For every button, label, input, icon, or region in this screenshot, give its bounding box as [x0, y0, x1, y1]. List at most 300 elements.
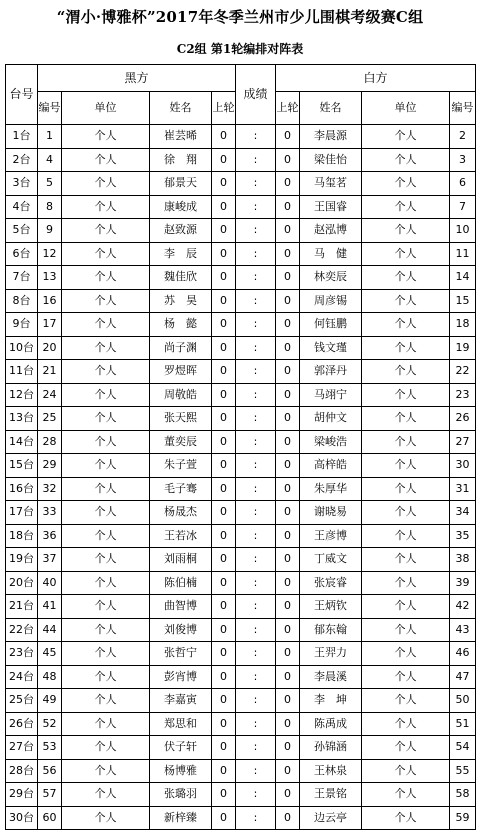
white-prev-round-cell: 0	[276, 195, 300, 219]
white-unit-cell: 个人	[362, 242, 450, 266]
black-unit-cell: 个人	[62, 336, 150, 360]
black-name-cell: 毛子骞	[150, 477, 212, 501]
table-row	[6, 548, 476, 572]
white-name-cell: 林奕辰	[300, 266, 362, 290]
white-name-cell: 孙锦涵	[300, 736, 362, 760]
black-name-cell: 苏 昊	[150, 289, 212, 313]
table-row	[6, 783, 476, 807]
white-number-cell: 18	[450, 313, 476, 337]
black-prev-round-cell: 0	[212, 501, 236, 525]
header-board: 台号	[6, 65, 38, 125]
black-number-cell: 49	[38, 689, 62, 713]
white-prev-round-cell: 0	[276, 736, 300, 760]
white-name-cell: 陈禹成	[300, 712, 362, 736]
board-cell: 25台	[6, 689, 38, 713]
white-number-cell: 47	[450, 665, 476, 689]
white-number-cell: 19	[450, 336, 476, 360]
white-number-cell: 59	[450, 806, 476, 830]
white-name-cell: 李 坤	[300, 689, 362, 713]
result-cell: :	[236, 618, 276, 642]
white-name-cell: 马 健	[300, 242, 362, 266]
white-name-cell: 朱厚华	[300, 477, 362, 501]
black-number-cell: 8	[38, 195, 62, 219]
result-cell: :	[236, 289, 276, 313]
white-prev-round-cell: 0	[276, 595, 300, 619]
white-name-cell: 王羿力	[300, 642, 362, 666]
black-number-cell: 21	[38, 360, 62, 384]
white-unit-cell: 个人	[362, 313, 450, 337]
white-unit-cell: 个人	[362, 689, 450, 713]
board-cell: 15台	[6, 454, 38, 478]
white-prev-round-cell: 0	[276, 548, 300, 572]
white-name-cell: 丁威文	[300, 548, 362, 572]
white-unit-cell: 个人	[362, 618, 450, 642]
black-prev-round-cell: 0	[212, 524, 236, 548]
white-number-cell: 14	[450, 266, 476, 290]
white-unit-cell: 个人	[362, 501, 450, 525]
white-number-cell: 23	[450, 383, 476, 407]
table-row	[6, 195, 476, 219]
board-cell: 10台	[6, 336, 38, 360]
black-unit-cell: 个人	[62, 454, 150, 478]
black-name-cell: 杨博雅	[150, 759, 212, 783]
white-prev-round-cell: 0	[276, 313, 300, 337]
white-number-cell: 42	[450, 595, 476, 619]
black-name-cell: 张哲宁	[150, 642, 212, 666]
result-cell: :	[236, 242, 276, 266]
board-cell: 8台	[6, 289, 38, 313]
white-unit-cell: 个人	[362, 571, 450, 595]
black-name-cell: 崔芸晞	[150, 125, 212, 149]
white-prev-round-cell: 0	[276, 172, 300, 196]
result-cell: :	[236, 548, 276, 572]
white-prev-round-cell: 0	[276, 242, 300, 266]
white-number-cell: 11	[450, 242, 476, 266]
black-unit-cell: 个人	[62, 289, 150, 313]
black-unit-cell: 个人	[62, 195, 150, 219]
result-cell: :	[236, 454, 276, 478]
table-row	[6, 712, 476, 736]
table-row	[6, 524, 476, 548]
black-unit-cell: 个人	[62, 360, 150, 384]
board-cell: 26台	[6, 712, 38, 736]
black-number-cell: 41	[38, 595, 62, 619]
black-prev-round-cell: 0	[212, 712, 236, 736]
black-number-cell: 25	[38, 407, 62, 431]
table-row	[6, 289, 476, 313]
result-cell: :	[236, 759, 276, 783]
black-name-cell: 尚子渊	[150, 336, 212, 360]
white-number-cell: 54	[450, 736, 476, 760]
header-row-1	[6, 65, 476, 92]
white-prev-round-cell: 0	[276, 759, 300, 783]
board-cell: 14台	[6, 430, 38, 454]
board-cell: 20台	[6, 571, 38, 595]
white-number-cell: 58	[450, 783, 476, 807]
white-unit-cell: 个人	[362, 712, 450, 736]
pairing-table	[5, 64, 476, 830]
white-name-cell: 边云亭	[300, 806, 362, 830]
black-name-cell: 李 辰	[150, 242, 212, 266]
black-name-cell: 杨 懿	[150, 313, 212, 337]
black-unit-cell: 个人	[62, 548, 150, 572]
black-name-cell: 罗煜晖	[150, 360, 212, 384]
table-row	[6, 642, 476, 666]
black-unit-cell: 个人	[62, 665, 150, 689]
black-prev-round-cell: 0	[212, 689, 236, 713]
white-prev-round-cell: 0	[276, 430, 300, 454]
black-unit-cell: 个人	[62, 219, 150, 243]
result-cell: :	[236, 783, 276, 807]
board-cell: 3台	[6, 172, 38, 196]
black-name-cell: 张璐羽	[150, 783, 212, 807]
document-title: “渭小·博雅杯”2017年冬季兰州市少儿围棋考级赛C组	[56, 8, 424, 26]
black-name-cell: 刘雨桐	[150, 548, 212, 572]
black-prev-round-cell: 0	[212, 195, 236, 219]
result-cell: :	[236, 524, 276, 548]
header-black-number: 编号	[38, 92, 62, 125]
header-white-unit: 单位	[362, 92, 450, 125]
board-cell: 21台	[6, 595, 38, 619]
white-prev-round-cell: 0	[276, 665, 300, 689]
board-cell: 30台	[6, 806, 38, 830]
black-unit-cell: 个人	[62, 689, 150, 713]
black-name-cell: 陈伯楠	[150, 571, 212, 595]
table-row	[6, 618, 476, 642]
black-unit-cell: 个人	[62, 806, 150, 830]
document-subtitle: C2组 第1轮编排对阵表	[176, 42, 304, 56]
black-number-cell: 28	[38, 430, 62, 454]
white-number-cell: 55	[450, 759, 476, 783]
black-name-cell: 朱子萱	[150, 454, 212, 478]
black-unit-cell: 个人	[62, 430, 150, 454]
black-prev-round-cell: 0	[212, 759, 236, 783]
white-prev-round-cell: 0	[276, 125, 300, 149]
black-unit-cell: 个人	[62, 595, 150, 619]
header-white-number: 编号	[450, 92, 476, 125]
board-cell: 22台	[6, 618, 38, 642]
black-number-cell: 17	[38, 313, 62, 337]
result-cell: :	[236, 148, 276, 172]
result-cell: :	[236, 195, 276, 219]
board-cell: 4台	[6, 195, 38, 219]
white-name-cell: 李晨溪	[300, 665, 362, 689]
table-row	[6, 383, 476, 407]
black-prev-round-cell: 0	[212, 806, 236, 830]
white-prev-round-cell: 0	[276, 407, 300, 431]
black-unit-cell: 个人	[62, 148, 150, 172]
white-name-cell: 马玺茗	[300, 172, 362, 196]
board-cell: 13台	[6, 407, 38, 431]
result-cell: :	[236, 383, 276, 407]
black-prev-round-cell: 0	[212, 548, 236, 572]
black-prev-round-cell: 0	[212, 665, 236, 689]
result-cell: :	[236, 313, 276, 337]
table-row	[6, 595, 476, 619]
black-prev-round-cell: 0	[212, 313, 236, 337]
black-name-cell: 王若冰	[150, 524, 212, 548]
black-unit-cell: 个人	[62, 736, 150, 760]
white-name-cell: 王炳钦	[300, 595, 362, 619]
white-name-cell: 张宸睿	[300, 571, 362, 595]
white-name-cell: 高梓皓	[300, 454, 362, 478]
black-name-cell: 周敬皓	[150, 383, 212, 407]
black-unit-cell: 个人	[62, 125, 150, 149]
white-prev-round-cell: 0	[276, 148, 300, 172]
white-unit-cell: 个人	[362, 642, 450, 666]
result-cell: :	[236, 689, 276, 713]
black-number-cell: 20	[38, 336, 62, 360]
black-number-cell: 57	[38, 783, 62, 807]
white-unit-cell: 个人	[362, 783, 450, 807]
white-name-cell: 谢晓易	[300, 501, 362, 525]
board-cell: 24台	[6, 665, 38, 689]
result-cell: :	[236, 736, 276, 760]
board-cell: 7台	[6, 266, 38, 290]
black-number-cell: 56	[38, 759, 62, 783]
black-prev-round-cell: 0	[212, 618, 236, 642]
black-number-cell: 12	[38, 242, 62, 266]
board-cell: 27台	[6, 736, 38, 760]
black-name-cell: 刘俊博	[150, 618, 212, 642]
black-name-cell: 徐 翔	[150, 148, 212, 172]
header-black: 黑方	[38, 65, 236, 92]
board-cell: 29台	[6, 783, 38, 807]
white-name-cell: 王景铭	[300, 783, 362, 807]
black-number-cell: 1	[38, 125, 62, 149]
white-prev-round-cell: 0	[276, 219, 300, 243]
board-cell: 28台	[6, 759, 38, 783]
result-cell: :	[236, 477, 276, 501]
white-prev-round-cell: 0	[276, 642, 300, 666]
white-prev-round-cell: 0	[276, 618, 300, 642]
board-cell: 11台	[6, 360, 38, 384]
white-name-cell: 赵泓博	[300, 219, 362, 243]
white-unit-cell: 个人	[362, 454, 450, 478]
white-number-cell: 46	[450, 642, 476, 666]
white-number-cell: 38	[450, 548, 476, 572]
white-number-cell: 2	[450, 125, 476, 149]
white-name-cell: 何钰鹏	[300, 313, 362, 337]
black-prev-round-cell: 0	[212, 383, 236, 407]
black-unit-cell: 个人	[62, 618, 150, 642]
black-unit-cell: 个人	[62, 759, 150, 783]
result-cell: :	[236, 336, 276, 360]
white-prev-round-cell: 0	[276, 689, 300, 713]
white-prev-round-cell: 0	[276, 383, 300, 407]
black-number-cell: 53	[38, 736, 62, 760]
black-number-cell: 13	[38, 266, 62, 290]
black-name-cell: 李嘉寅	[150, 689, 212, 713]
white-prev-round-cell: 0	[276, 783, 300, 807]
board-cell: 6台	[6, 242, 38, 266]
white-prev-round-cell: 0	[276, 336, 300, 360]
black-unit-cell: 个人	[62, 407, 150, 431]
result-cell: :	[236, 407, 276, 431]
header-white: 白方	[276, 65, 476, 92]
white-unit-cell: 个人	[362, 360, 450, 384]
header-white-name: 姓名	[300, 92, 362, 125]
white-prev-round-cell: 0	[276, 806, 300, 830]
white-prev-round-cell: 0	[276, 501, 300, 525]
table-row	[6, 360, 476, 384]
black-unit-cell: 个人	[62, 524, 150, 548]
header-result: 成绩	[236, 65, 276, 125]
black-name-cell: 郑思和	[150, 712, 212, 736]
black-prev-round-cell: 0	[212, 477, 236, 501]
result-cell: :	[236, 665, 276, 689]
white-number-cell: 34	[450, 501, 476, 525]
white-unit-cell: 个人	[362, 665, 450, 689]
white-prev-round-cell: 0	[276, 571, 300, 595]
black-prev-round-cell: 0	[212, 125, 236, 149]
table-row	[6, 571, 476, 595]
white-number-cell: 27	[450, 430, 476, 454]
black-name-cell: 新梓臻	[150, 806, 212, 830]
table-row	[6, 148, 476, 172]
black-unit-cell: 个人	[62, 783, 150, 807]
header-black-prev-round: 上轮	[212, 92, 236, 125]
white-name-cell: 郁东翰	[300, 618, 362, 642]
black-prev-round-cell: 0	[212, 242, 236, 266]
black-unit-cell: 个人	[62, 383, 150, 407]
result-cell: :	[236, 266, 276, 290]
black-name-cell: 董奕辰	[150, 430, 212, 454]
white-unit-cell: 个人	[362, 266, 450, 290]
black-prev-round-cell: 0	[212, 289, 236, 313]
black-unit-cell: 个人	[62, 313, 150, 337]
white-number-cell: 6	[450, 172, 476, 196]
table-row	[6, 736, 476, 760]
board-cell: 1台	[6, 125, 38, 149]
black-prev-round-cell: 0	[212, 642, 236, 666]
black-name-cell: 康峻成	[150, 195, 212, 219]
board-cell: 18台	[6, 524, 38, 548]
white-prev-round-cell: 0	[276, 477, 300, 501]
black-unit-cell: 个人	[62, 477, 150, 501]
table-row	[6, 665, 476, 689]
table-row	[6, 266, 476, 290]
result-cell: :	[236, 501, 276, 525]
black-unit-cell: 个人	[62, 242, 150, 266]
white-name-cell: 王彦博	[300, 524, 362, 548]
white-name-cell: 王国睿	[300, 195, 362, 219]
result-cell: :	[236, 172, 276, 196]
black-number-cell: 29	[38, 454, 62, 478]
black-prev-round-cell: 0	[212, 595, 236, 619]
black-prev-round-cell: 0	[212, 430, 236, 454]
white-number-cell: 30	[450, 454, 476, 478]
white-unit-cell: 个人	[362, 759, 450, 783]
white-unit-cell: 个人	[362, 477, 450, 501]
result-cell: :	[236, 642, 276, 666]
black-number-cell: 40	[38, 571, 62, 595]
table-row	[6, 219, 476, 243]
black-number-cell: 36	[38, 524, 62, 548]
table-row	[6, 430, 476, 454]
table-row	[6, 313, 476, 337]
table-row	[6, 501, 476, 525]
table-row	[6, 806, 476, 830]
result-cell: :	[236, 712, 276, 736]
white-number-cell: 22	[450, 360, 476, 384]
white-number-cell: 50	[450, 689, 476, 713]
white-unit-cell: 个人	[362, 736, 450, 760]
table-row	[6, 407, 476, 431]
black-prev-round-cell: 0	[212, 266, 236, 290]
black-unit-cell: 个人	[62, 501, 150, 525]
white-prev-round-cell: 0	[276, 524, 300, 548]
black-unit-cell: 个人	[62, 571, 150, 595]
table-row	[6, 454, 476, 478]
black-name-cell: 伏子轩	[150, 736, 212, 760]
black-number-cell: 32	[38, 477, 62, 501]
white-name-cell: 胡仲文	[300, 407, 362, 431]
black-name-cell: 郁景天	[150, 172, 212, 196]
black-prev-round-cell: 0	[212, 172, 236, 196]
black-number-cell: 45	[38, 642, 62, 666]
header-white-prev-round: 上轮	[276, 92, 300, 125]
white-name-cell: 郭泽丹	[300, 360, 362, 384]
white-unit-cell: 个人	[362, 172, 450, 196]
result-cell: :	[236, 595, 276, 619]
black-prev-round-cell: 0	[212, 336, 236, 360]
white-unit-cell: 个人	[362, 548, 450, 572]
table-body	[6, 65, 476, 830]
white-number-cell: 3	[450, 148, 476, 172]
white-number-cell: 15	[450, 289, 476, 313]
black-unit-cell: 个人	[62, 642, 150, 666]
black-number-cell: 48	[38, 665, 62, 689]
white-name-cell: 周彦锡	[300, 289, 362, 313]
white-unit-cell: 个人	[362, 595, 450, 619]
board-cell: 2台	[6, 148, 38, 172]
white-prev-round-cell: 0	[276, 266, 300, 290]
black-prev-round-cell: 0	[212, 360, 236, 384]
white-number-cell: 35	[450, 524, 476, 548]
result-cell: :	[236, 125, 276, 149]
result-cell: :	[236, 219, 276, 243]
black-prev-round-cell: 0	[212, 783, 236, 807]
white-unit-cell: 个人	[362, 806, 450, 830]
white-prev-round-cell: 0	[276, 454, 300, 478]
white-name-cell: 李晨源	[300, 125, 362, 149]
white-unit-cell: 个人	[362, 407, 450, 431]
black-number-cell: 44	[38, 618, 62, 642]
white-name-cell: 马翊宁	[300, 383, 362, 407]
board-cell: 5台	[6, 219, 38, 243]
board-cell: 19台	[6, 548, 38, 572]
white-unit-cell: 个人	[362, 148, 450, 172]
board-cell: 9台	[6, 313, 38, 337]
table-row	[6, 477, 476, 501]
table-row	[6, 125, 476, 149]
black-unit-cell: 个人	[62, 266, 150, 290]
black-number-cell: 16	[38, 289, 62, 313]
header-black-unit: 单位	[62, 92, 150, 125]
black-number-cell: 37	[38, 548, 62, 572]
white-unit-cell: 个人	[362, 383, 450, 407]
black-name-cell: 曲智博	[150, 595, 212, 619]
table-row	[6, 689, 476, 713]
black-number-cell: 24	[38, 383, 62, 407]
black-prev-round-cell: 0	[212, 407, 236, 431]
black-name-cell: 魏佳欣	[150, 266, 212, 290]
result-cell: :	[236, 571, 276, 595]
board-cell: 17台	[6, 501, 38, 525]
table-row	[6, 242, 476, 266]
result-cell: :	[236, 430, 276, 454]
